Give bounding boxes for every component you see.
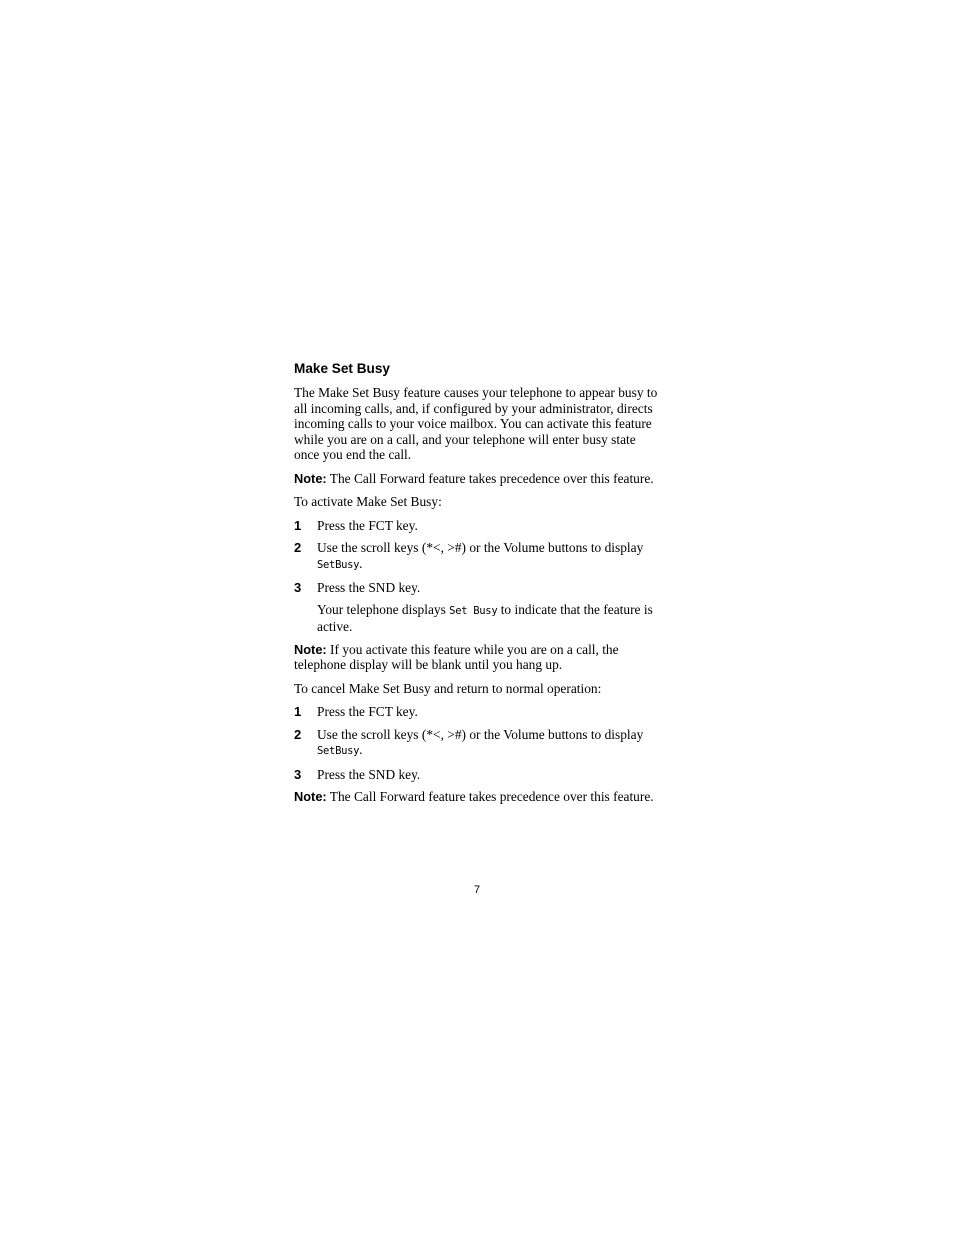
result-suffix: to indicate that the feature is active.: [317, 601, 653, 634]
display-text: SetBusy: [317, 745, 360, 757]
list-item: [294, 767, 660, 783]
step-number: 2: [294, 540, 302, 555]
note-text: The Call Forward feature takes precedence over this feature.: [326, 470, 654, 486]
step-number: 1: [294, 704, 302, 719]
activate-steps: [294, 518, 660, 596]
step-text: Press the FCT key.: [317, 704, 418, 719]
intro-paragraph: The Make Set Busy feature causes your telephone to appear busy to all incoming calls, and, if configured by your administrator, directs incoming calls to your voice mailbox. You can activate this feature while you are on a call, and your telephone will enter busy state once you end the call.: [294, 385, 658, 462]
list-item: [294, 518, 660, 534]
note-label: Note:: [294, 789, 327, 804]
list-item: [294, 727, 660, 760]
note-label: Note:: [294, 641, 327, 657]
manual-section: [294, 361, 660, 813]
result-prefix: Your telephone displays: [317, 601, 450, 617]
cancel-steps: [294, 704, 660, 782]
note-text: If you activate this feature while you are on a call, the telephone display will be blank until you hang up.: [294, 641, 619, 672]
display-text: Set Busy: [449, 604, 498, 617]
note-label: Note:: [294, 470, 327, 486]
activate-result: [317, 602, 660, 635]
step-text: Use the scroll keys (*<, >#) or the Volume buttons to display: [317, 726, 644, 742]
step-number: 3: [294, 766, 302, 782]
note-call-forward: [294, 471, 660, 487]
note-display-blank: [294, 642, 660, 673]
note-text: The Call Forward feature takes precedence over this feature.: [326, 789, 654, 804]
step-text: Use the scroll keys (*<, >#) or the Volume buttons to display: [317, 540, 644, 555]
list-item: [294, 704, 660, 720]
list-item: [294, 540, 660, 573]
step-text: Press the SND key.: [317, 580, 421, 595]
cancel-intro: To cancel Make Set Busy and return to normal operation:: [294, 680, 602, 696]
step-number: 3: [294, 580, 302, 595]
page-number: 7: [473, 884, 481, 896]
step-number: 1: [294, 517, 302, 533]
section-heading: Make Set Busy: [294, 361, 390, 376]
step-text: Press the SND key.: [317, 766, 421, 782]
step-suffix: .: [359, 742, 363, 757]
activate-intro: To activate Make Set Busy:: [294, 494, 442, 509]
step-number: 2: [294, 726, 302, 742]
step-text: Press the FCT key.: [317, 517, 418, 533]
display-text: SetBusy: [317, 558, 360, 571]
step-suffix: .: [359, 555, 363, 571]
note-call-forward-repeat: [294, 789, 660, 805]
list-item: [294, 580, 660, 596]
